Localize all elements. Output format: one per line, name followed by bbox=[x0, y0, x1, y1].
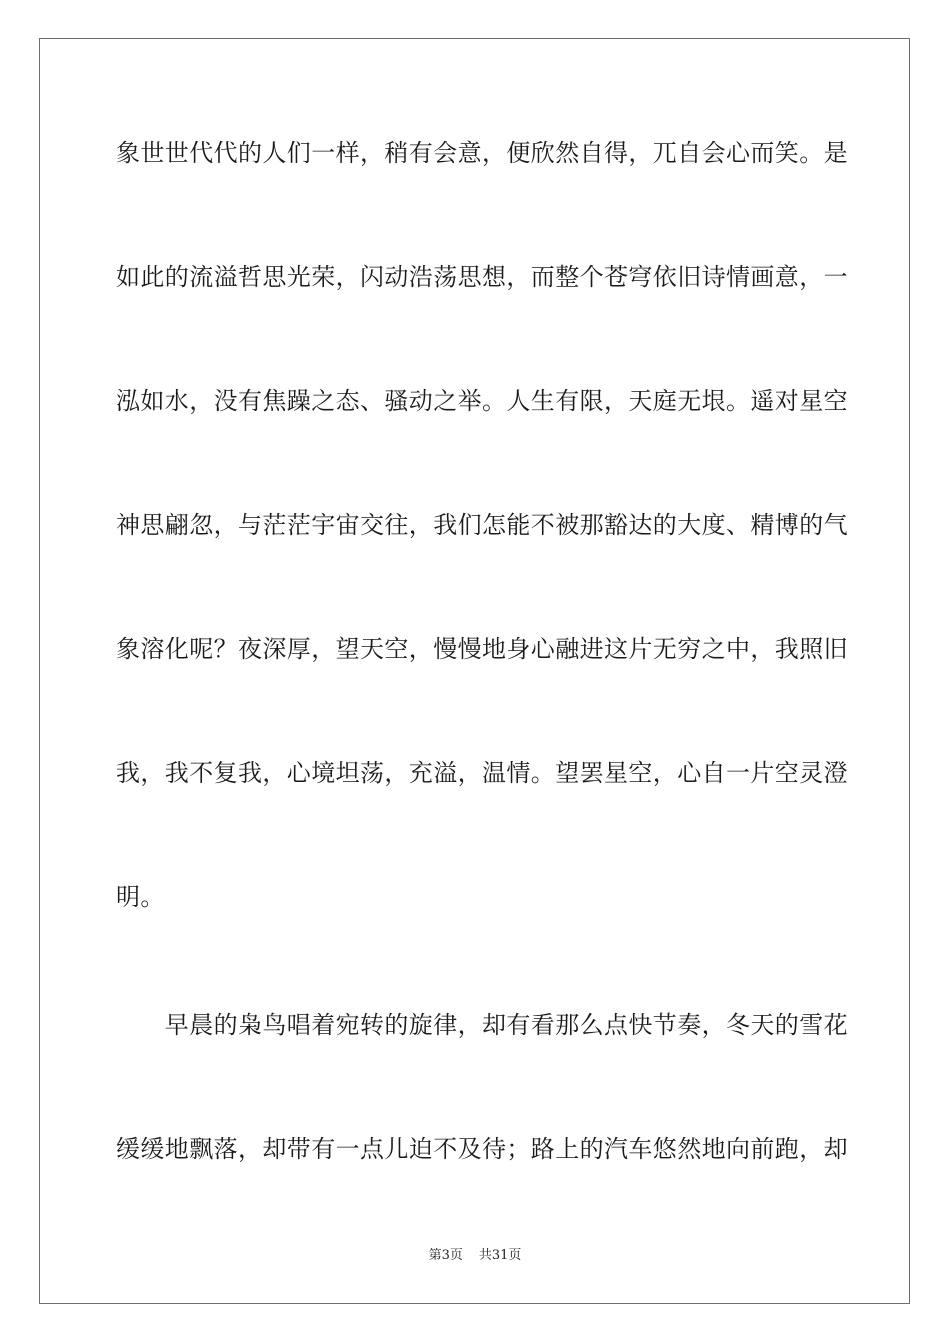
page-border bbox=[39, 38, 910, 1304]
body-text-line-7: 明。 bbox=[116, 883, 165, 911]
page-number: 第3页 bbox=[428, 1248, 463, 1263]
body-text-line-4: 神思翩忽，与茫茫宇宙交往，我们怎能不被那豁达的大度、精博的气 bbox=[116, 511, 848, 539]
page-total: 共31页 bbox=[478, 1248, 522, 1263]
body-text-line-9: 缓缓地飘落，却带有一点儿迫不及待；路上的汽车悠然地向前跑，却 bbox=[116, 1135, 848, 1163]
page-footer bbox=[0, 1248, 950, 1264]
body-text-line-5: 象溶化呢？夜深厚，望天空，慢慢地身心融进这片无穷之中，我照旧 bbox=[116, 635, 848, 663]
body-text-line-8: 早晨的枭鸟唱着宛转的旋律，却有看那么点快节奏，冬天的雪花 bbox=[116, 1011, 848, 1039]
body-text-line-6: 我，我不复我，心境坦荡，充溢，温情。望罢星空，心自一片空灵澄 bbox=[116, 759, 848, 787]
body-text-line-2: 如此的流溢哲思光荣，闪动浩荡思想，而整个苍穹依旧诗情画意，一 bbox=[116, 263, 848, 291]
body-text-line-3: 泓如水，没有焦躁之态、骚动之举。人生有限，天庭无垠。遥对星空 bbox=[116, 387, 848, 415]
body-text-line-1: 象世世代代的人们一样，稍有会意，便欣然自得，兀自会心而笑。是 bbox=[116, 139, 848, 167]
